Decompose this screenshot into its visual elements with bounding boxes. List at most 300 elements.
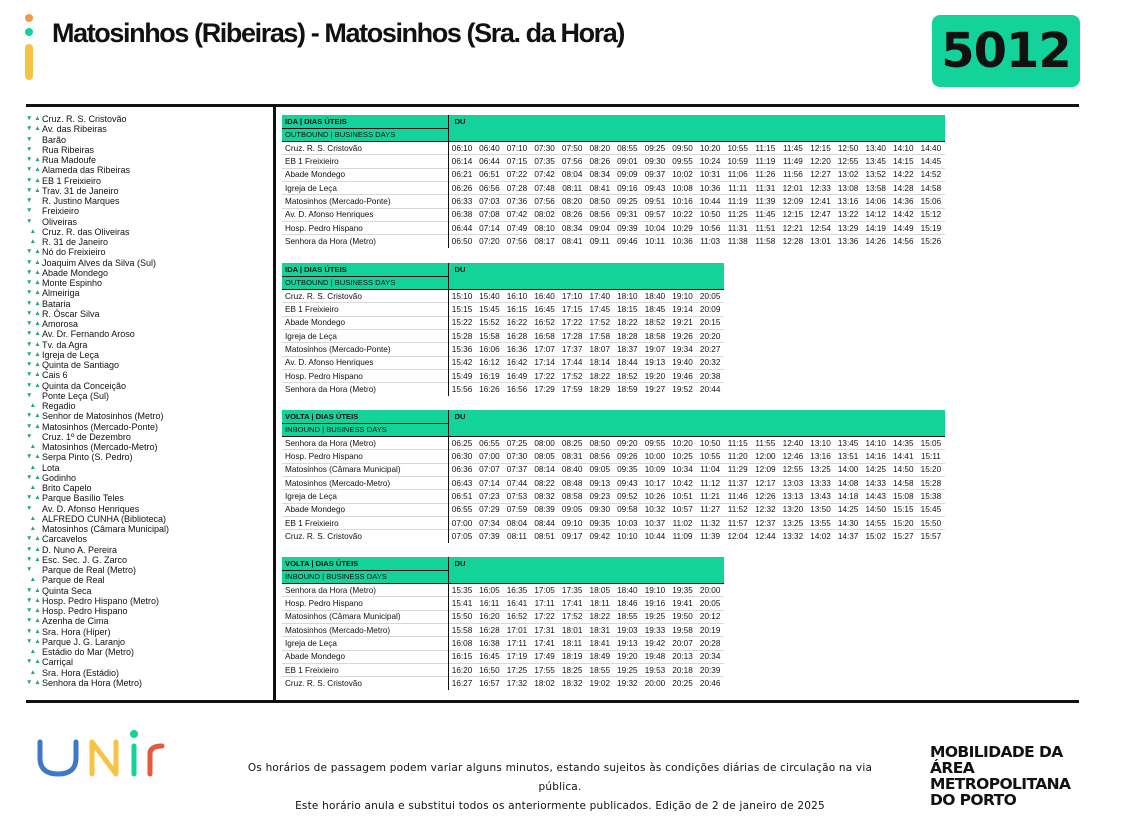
row-stop-name: Hosp. Pedro Hispano — [282, 450, 448, 463]
departure-time: 16:56 — [503, 383, 531, 396]
departure-time: 09:11 — [586, 235, 614, 248]
timetable-subheader — [282, 276, 724, 289]
stop-name: Senhora da Hora (Metro) — [42, 677, 143, 688]
departure-time: 09:57 — [641, 208, 669, 221]
departure-time: 11:09 — [669, 530, 697, 543]
departure-time: 16:27 — [448, 677, 476, 690]
table-row — [282, 623, 724, 636]
departure-time: 16:38 — [476, 637, 504, 650]
departure-time: 11:31 — [752, 181, 780, 194]
departure-time: 10:32 — [641, 503, 669, 516]
departure-time: 19:32 — [614, 677, 642, 690]
stop-name: Cruz. R. S. Cristovão — [42, 114, 127, 124]
departure-time: 06:44 — [476, 155, 504, 168]
departure-time: 19:02 — [586, 677, 614, 690]
stop-name: Parque de Real (Metro) — [42, 565, 137, 575]
direction-arrows-icon: ▼ — [26, 432, 33, 440]
departure-time: 16:45 — [476, 650, 504, 663]
departure-time: 10:51 — [669, 490, 697, 503]
direction-arrows-icon: ▼ ▲ — [26, 330, 41, 338]
stop-name: Sra. Hora (Estádio) — [42, 667, 120, 678]
departure-time: 12:40 — [779, 437, 807, 450]
departure-time: 18:40 — [641, 290, 669, 303]
departure-time: 17:22 — [558, 316, 586, 329]
departure-time: 09:25 — [641, 142, 669, 155]
departure-time: 20:15 — [696, 316, 724, 329]
departure-time: 11:26 — [752, 168, 780, 181]
row-stop-name: Igreja de Leça — [282, 637, 448, 650]
stop-name: Bataria — [42, 298, 71, 309]
departure-time: 19:33 — [641, 623, 669, 636]
table-row — [282, 303, 724, 316]
stop-list-item — [26, 555, 271, 565]
departure-time: 12:09 — [779, 195, 807, 208]
departure-time: 16:58 — [531, 329, 559, 342]
departure-time: 10:37 — [641, 516, 669, 529]
stop-list-item — [26, 452, 271, 462]
departure-time: 17:35 — [558, 584, 586, 597]
departure-time: 15:40 — [476, 290, 504, 303]
stop-name: Estádio do Mar (Metro) — [42, 647, 135, 657]
departure-time: 18:45 — [641, 303, 669, 316]
departure-time: 09:17 — [558, 530, 586, 543]
departure-time: 16:20 — [448, 663, 476, 676]
table-row — [282, 356, 724, 369]
departure-time: 14:25 — [834, 503, 862, 516]
timetable-header — [282, 115, 945, 128]
departure-time: 09:37 — [641, 168, 669, 181]
stop-name: Quinta da Conceição — [42, 380, 127, 391]
departure-time: 06:51 — [476, 168, 504, 181]
row-stop-name: Matosinhos (Câmara Municipal) — [282, 463, 448, 476]
departure-time: 18:55 — [586, 663, 614, 676]
timetable-subheader — [282, 570, 724, 583]
table-row — [282, 181, 945, 194]
departure-time: 16:36 — [503, 343, 531, 356]
stop-list-item — [26, 370, 271, 380]
departure-time: 12:41 — [807, 195, 835, 208]
timetable-title: IDA | DIAS ÚTEIS — [282, 263, 448, 276]
departure-time: 20:05 — [696, 597, 724, 610]
departure-time: 18:02 — [531, 677, 559, 690]
departure-time: 16:06 — [476, 343, 504, 356]
stop-list-item — [26, 186, 271, 196]
stop-list-item — [26, 155, 271, 165]
departure-time: 19:52 — [669, 383, 697, 396]
amp-logo — [930, 744, 1090, 808]
timetable-subtitle: INBOUND | BUSINESS DAYS — [282, 423, 448, 436]
stop-list-item — [26, 360, 271, 370]
row-stop-name: EB 1 Freixieiro — [282, 155, 448, 168]
stop-name: Av. das Ribeiras — [42, 124, 107, 135]
departure-time: 09:30 — [586, 503, 614, 516]
departure-time: 15:22 — [448, 316, 476, 329]
departure-time: 12:20 — [807, 155, 835, 168]
accent-dots — [24, 14, 34, 80]
departure-time: 12:01 — [779, 181, 807, 194]
row-stop-name: EB 1 Freixieiro — [282, 516, 448, 529]
stop-name: Serpa Pinto (S. Pedro) — [42, 452, 133, 463]
stop-list-item — [26, 329, 271, 339]
departure-time: 20:05 — [696, 290, 724, 303]
departure-time: 14:15 — [890, 155, 918, 168]
departure-time: 08:55 — [614, 142, 642, 155]
departure-time: 11:49 — [779, 155, 807, 168]
stop-name: Cruz. R. das Oliveiras — [42, 226, 130, 237]
direction-arrows-icon: ▲ — [29, 227, 37, 235]
direction-arrows-icon: ▼ ▲ — [26, 381, 41, 389]
departure-time: 18:07 — [586, 343, 614, 356]
departure-time: 18:58 — [641, 329, 669, 342]
departure-time: 14:37 — [834, 530, 862, 543]
departure-time: 18:52 — [641, 316, 669, 329]
departure-time: 15:49 — [448, 369, 476, 382]
departure-time: 12:47 — [807, 208, 835, 221]
stop-name: Parque J. G. Laranjo — [42, 636, 126, 647]
departure-time: 08:05 — [531, 450, 559, 463]
departure-time: 06:25 — [448, 437, 476, 450]
departure-time: 16:50 — [476, 663, 504, 676]
departure-time: 17:58 — [586, 329, 614, 342]
departure-time: 12:21 — [779, 221, 807, 234]
row-stop-name: EB 1 Freixieiro — [282, 663, 448, 676]
departure-time: 13:40 — [862, 142, 890, 155]
departure-time: 15:27 — [890, 530, 918, 543]
departure-time: 18:37 — [614, 343, 642, 356]
departure-time: 16:15 — [448, 650, 476, 663]
departure-time: 09:35 — [614, 463, 642, 476]
departure-time: 16:57 — [476, 677, 504, 690]
stop-name: Joaquim Alves da Silva (Sul) — [42, 257, 157, 268]
stop-list-item — [26, 442, 271, 452]
timetable-header — [282, 410, 945, 423]
departure-time: 20:46 — [696, 677, 724, 690]
departure-time: 06:38 — [448, 208, 476, 221]
table-row — [282, 650, 724, 663]
departure-time: 17:15 — [558, 303, 586, 316]
stop-list-item — [26, 473, 271, 483]
direction-arrows-icon: ▼ — [26, 504, 33, 512]
departure-time: 17:41 — [531, 637, 559, 650]
departure-time: 09:55 — [641, 437, 669, 450]
timetable-subheader-fill — [448, 423, 945, 436]
departure-time: 12:54 — [807, 221, 835, 234]
stop-list-item — [26, 463, 271, 473]
direction-arrows-icon: ▼ ▲ — [26, 412, 41, 420]
departure-time: 11:02 — [669, 516, 697, 529]
stop-name: Freixieiro — [42, 206, 80, 217]
departure-time: 15:06 — [917, 195, 945, 208]
departure-time: 13:58 — [862, 181, 890, 194]
direction-arrows-icon: ▼ ▲ — [26, 678, 41, 686]
table-row — [282, 195, 945, 208]
row-stop-name: Hosp. Pedro Hispano — [282, 221, 448, 234]
departure-time: 09:42 — [586, 530, 614, 543]
departure-time: 10:08 — [669, 181, 697, 194]
direction-arrows-icon: ▼ ▲ — [26, 371, 41, 379]
departure-time: 11:58 — [752, 235, 780, 248]
departure-time: 07:44 — [503, 476, 531, 489]
departure-time: 13:52 — [862, 168, 890, 181]
departure-time: 08:48 — [558, 476, 586, 489]
departure-time: 17:49 — [531, 650, 559, 663]
departure-time: 19:21 — [669, 316, 697, 329]
departure-time: 08:58 — [558, 490, 586, 503]
departure-time: 08:11 — [558, 181, 586, 194]
departure-time: 18:22 — [614, 316, 642, 329]
departure-time: 06:55 — [476, 437, 504, 450]
departure-time: 07:59 — [503, 503, 531, 516]
direction-arrows-icon: ▼ ▲ — [26, 361, 41, 368]
direction-arrows-icon: ▼ ▲ — [26, 494, 41, 502]
departure-time: 20:09 — [696, 303, 724, 316]
departure-time: 06:21 — [448, 168, 476, 181]
departure-time: 07:50 — [558, 142, 586, 155]
departure-time: 15:45 — [476, 303, 504, 316]
departure-time: 17:10 — [558, 290, 586, 303]
departure-time: 18:29 — [586, 383, 614, 396]
departure-time: 09:09 — [614, 168, 642, 181]
departure-time: 19:20 — [641, 369, 669, 382]
departure-time: 10:04 — [641, 221, 669, 234]
departure-time: 17:11 — [503, 637, 531, 650]
departure-time: 14:56 — [890, 235, 918, 248]
departure-time: 13:01 — [807, 235, 835, 248]
departure-time: 19:41 — [669, 597, 697, 610]
direction-arrows-icon: ▼ — [26, 566, 33, 573]
departure-time: 09:05 — [586, 463, 614, 476]
departure-time: 09:23 — [586, 490, 614, 503]
departure-time: 15:56 — [448, 383, 476, 396]
row-stop-name: Cruz. R. S. Cristovão — [282, 142, 448, 155]
stop-list-item — [26, 432, 271, 442]
row-stop-name: Senhora da Hora (Metro) — [282, 437, 448, 450]
direction-arrows-icon: ▼ — [26, 145, 33, 153]
row-stop-name: Cruz. R. S. Cristovão — [282, 530, 448, 543]
stop-list-item — [26, 606, 271, 616]
departure-time: 11:51 — [752, 221, 780, 234]
direction-arrows-icon: ▼ ▲ — [26, 248, 41, 256]
departure-time: 07:30 — [531, 142, 559, 155]
stop-name: Parque de Real — [42, 575, 105, 586]
table-row — [282, 663, 724, 676]
direction-arrows-icon: ▲ — [29, 668, 37, 676]
departure-time: 10:22 — [669, 208, 697, 221]
departure-time: 09:51 — [641, 195, 669, 208]
stop-list-item — [26, 381, 271, 391]
departure-time: 13:03 — [779, 476, 807, 489]
departure-time: 16:52 — [503, 610, 531, 623]
timetable — [282, 410, 945, 543]
stop-list-item — [26, 401, 271, 411]
departure-time: 12:09 — [752, 463, 780, 476]
departure-time: 14:55 — [862, 516, 890, 529]
departure-time: 10:03 — [614, 516, 642, 529]
departure-time: 18:31 — [586, 623, 614, 636]
departure-time: 06:43 — [448, 476, 476, 489]
departure-time: 14:35 — [890, 437, 918, 450]
direction-arrows-icon: ▼ ▲ — [26, 320, 41, 327]
departure-time: 19:10 — [669, 290, 697, 303]
departure-time: 10:10 — [614, 530, 642, 543]
timetable-subheader-fill — [448, 128, 945, 141]
departure-time: 08:00 — [531, 437, 559, 450]
departure-time: 08:44 — [531, 516, 559, 529]
row-stop-name: Senhora da Hora (Metro) — [282, 584, 448, 597]
departure-time: 09:16 — [614, 181, 642, 194]
stop-list-item — [26, 596, 271, 606]
departure-time: 20:38 — [696, 369, 724, 382]
departure-time: 17:37 — [558, 343, 586, 356]
departure-time: 11:39 — [752, 195, 780, 208]
departure-time: 19:13 — [641, 356, 669, 369]
departure-time: 16:28 — [476, 623, 504, 636]
stop-name: Cais 6 — [42, 370, 68, 381]
table-row — [282, 476, 945, 489]
table-row — [282, 369, 724, 382]
timetable-title: VOLTA | DIAS ÚTEIS — [282, 410, 448, 423]
row-stop-name: Hosp. Pedro Hispano — [282, 369, 448, 382]
top-divider — [26, 104, 1079, 107]
departure-time: 10:16 — [669, 195, 697, 208]
row-stop-name: Senhora da Hora (Metro) — [282, 383, 448, 396]
departure-time: 14:33 — [862, 476, 890, 489]
departure-time: 16:45 — [531, 303, 559, 316]
departure-time: 09:31 — [614, 208, 642, 221]
stop-list-item — [26, 237, 271, 247]
departure-time: 13:10 — [807, 437, 835, 450]
departure-time: 18:01 — [558, 623, 586, 636]
stop-name: ALFREDO CUNHA (Biblioteca) — [42, 513, 167, 524]
departure-time: 09:20 — [614, 437, 642, 450]
departure-time: 17:55 — [531, 663, 559, 676]
departure-time: 10:11 — [641, 235, 669, 248]
departure-time: 11:27 — [696, 503, 724, 516]
departure-time: 17:44 — [558, 356, 586, 369]
departure-time: 14:36 — [890, 195, 918, 208]
departure-time: 12:04 — [724, 530, 752, 543]
departure-time: 07:14 — [476, 221, 504, 234]
departure-time: 16:26 — [476, 383, 504, 396]
stop-list-item — [26, 422, 271, 432]
direction-arrows-icon: ▼ ▲ — [26, 637, 41, 645]
departure-time: 15:50 — [448, 610, 476, 623]
departure-time: 16:52 — [531, 316, 559, 329]
timetable-subtitle: INBOUND | BUSINESS DAYS — [282, 570, 448, 583]
departure-time: 17:22 — [531, 610, 559, 623]
amp-logo-line1: MOBILIDADE DA ÁREA — [930, 743, 1063, 777]
departure-time: 18:22 — [586, 369, 614, 382]
departure-time: 10:09 — [641, 463, 669, 476]
departure-time: 06:50 — [448, 235, 476, 248]
departure-time: 19:13 — [614, 637, 642, 650]
departure-time: 10:56 — [696, 221, 724, 234]
departure-time: 16:20 — [476, 610, 504, 623]
departure-time: 08:32 — [531, 490, 559, 503]
departure-time: 08:26 — [558, 208, 586, 221]
departure-time: 13:32 — [779, 530, 807, 543]
departure-time: 06:33 — [448, 195, 476, 208]
departure-time: 14:06 — [862, 195, 890, 208]
direction-arrows-icon: ▼ — [26, 217, 33, 225]
departure-time: 20:07 — [669, 637, 697, 650]
departure-time: 14:22 — [890, 168, 918, 181]
stop-name: Sra. Hora (Hiper) — [42, 626, 111, 637]
departure-time: 17:41 — [558, 597, 586, 610]
stop-list-item — [26, 268, 271, 278]
departure-time: 18:14 — [586, 356, 614, 369]
departure-time: 14:18 — [834, 490, 862, 503]
departure-time: 10:59 — [724, 155, 752, 168]
departure-time: 20:00 — [641, 677, 669, 690]
timetable-title: VOLTA | DIAS ÚTEIS — [282, 557, 448, 570]
departure-time: 08:56 — [586, 208, 614, 221]
departure-time: 11:15 — [752, 142, 780, 155]
departure-time: 18:19 — [558, 650, 586, 663]
departure-time: 18:55 — [614, 610, 642, 623]
stop-list-item — [26, 288, 271, 298]
day-type-label: DU — [448, 115, 945, 128]
stop-list-item — [26, 616, 271, 626]
departure-time: 20:34 — [696, 650, 724, 663]
direction-arrows-icon: ▼ ▲ — [26, 422, 41, 430]
table-row — [282, 530, 945, 543]
departure-time: 08:14 — [531, 463, 559, 476]
table-row — [282, 677, 724, 690]
departure-time: 11:19 — [752, 155, 780, 168]
row-stop-name: Igreja de Leça — [282, 329, 448, 342]
departure-time: 14:40 — [917, 142, 945, 155]
stop-list-item — [26, 514, 271, 524]
stop-list-item — [26, 217, 271, 227]
stop-list-item — [26, 309, 271, 319]
departure-time: 10:29 — [669, 221, 697, 234]
departure-time: 19:25 — [641, 610, 669, 623]
departure-time: 06:44 — [448, 221, 476, 234]
direction-arrows-icon: ▲ — [29, 525, 37, 532]
departure-time: 07:22 — [503, 168, 531, 181]
departure-time: 12:28 — [779, 235, 807, 248]
direction-arrows-icon: ▲ — [29, 402, 37, 409]
departure-time: 07:56 — [531, 195, 559, 208]
stop-list-item — [26, 647, 271, 657]
departure-time: 20:39 — [696, 663, 724, 676]
departure-time: 14:08 — [834, 476, 862, 489]
departure-time: 12:26 — [752, 490, 780, 503]
accent-dot-green — [25, 28, 33, 36]
departure-time: 07:30 — [503, 450, 531, 463]
departure-time: 15:28 — [917, 476, 945, 489]
departure-time: 06:56 — [476, 181, 504, 194]
footer-note — [230, 759, 890, 816]
departure-time: 16:10 — [503, 290, 531, 303]
departure-time: 06:10 — [448, 142, 476, 155]
departure-time: 10:42 — [669, 476, 697, 489]
departure-time: 14:19 — [862, 221, 890, 234]
table-row — [282, 637, 724, 650]
stop-list-item — [26, 176, 271, 186]
departure-time: 09:58 — [614, 503, 642, 516]
departure-time: 09:13 — [586, 476, 614, 489]
departure-time: 08:10 — [531, 221, 559, 234]
direction-arrows-icon: ▼ ▲ — [26, 268, 41, 276]
departure-time: 20:13 — [669, 650, 697, 663]
departure-time: 10:55 — [724, 142, 752, 155]
departure-time: 11:55 — [752, 437, 780, 450]
stop-list-item — [26, 206, 271, 216]
stop-name: Barão — [42, 134, 67, 145]
departure-time: 18:25 — [558, 663, 586, 676]
